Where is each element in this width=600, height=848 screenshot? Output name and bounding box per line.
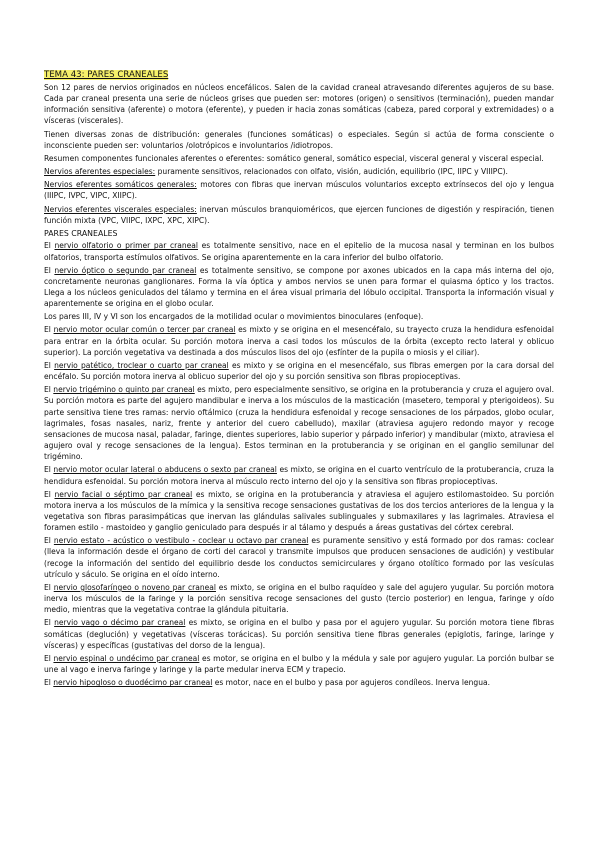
nerve-prefix: El [44,385,54,395]
definition-paragraph [44,204,554,226]
highlighted-title: TEMA 43: PARES CRANEALES [44,70,169,80]
nerve-paragraph [44,265,554,310]
nerve-text: es mixto, pero especialmente sensitivo, se origina en la protuberancia y cruza el agujero oval. Su porción motora es parte del agujero mandibular e inerva a los músculos de la masticación (masetero, temporal y pterigoideos). Su parte sensitiva tiene tres ramas: nervio oftálmico (cruza la hendidura esfenoidal y recoge sensaciones de los párpados, globo ocular, lagrimales, fosas nasales, nariz, frente y anterior del cuero cabelludo), maxilar (atraviesa agujero redondo mayor y recoge sensaciones de mucosa nasal, paladar, faringe, dientes superiores, labio superior y párpado inferior) y mandibular (mixto, atraviesa el agujero oval y recoge sensaciones de la lengua). Estos terminan en la protuberancia y se originan en el ganglio semilunar del trigémino. [44,385,555,462]
nerve-prefix: El [44,241,55,251]
nerve-term: nervio estato - acústico o vestibulo - coclear u octavo par craneal [53,536,309,546]
nerve-prefix: El [44,582,54,592]
nerve-term: nervio trigémino o quinto par craneal [53,385,195,395]
nerve-term: nervio motor ocular lateral o abducens o sexto par craneal [53,465,277,475]
section-subtitle: PARES CRANEALES [44,228,118,238]
nerve-paragraph [44,240,554,262]
nerve-paragraph [44,360,554,382]
nerve-paragraph [44,464,554,486]
nerve-paragraph [44,311,554,322]
nerve-term: nervio vago o décimo par craneal [54,618,186,628]
nerve-paragraph [44,324,554,357]
nerve-prefix: El [44,265,55,275]
intro-paragraph: Tienen diversas zonas de distribución: generales (funciones somáticas) o especiales. Según si actúa de forma consciente o inconsciente pueden ser: voluntarios /olotrópicos e involuntarios /idiotropos. [44,129,554,150]
nerve-prefix: El [44,653,54,663]
nerve-text: es mixto, se origina en la protuberancia y atraviesa el agujero estilomastoideo. Su porción motora inerva a los músculos de la mímica y la sensitiva recoge sensaciones gustativas de los dos tercios anteriores de la lengua y la vegetativa son fibras parasimpáticas que inervan las glándulas salivales sublinguales y submaxilares y las lagrimales. Atraviesa el foramen estilo - mastoideo y ganglio geniculado para después ir al tálamo y después a áreas gustativas del córtex cerebral. [44,489,554,533]
nerve-term: nervio olfatorio o primer par craneal [54,241,199,251]
nerve-text: es mixto, se origina en el bulbo raquídeo y sale del agujero yugular. Su porción motora inerva los músculos de la faringe y la porción sensitiva recoge sensaciones del gusto (tercio posterior) en lengua, faringe y oído medio, mientras que la vegetativa contrae la glándula pituitaria. [44,582,554,615]
nerve-term: nervio facial o séptimo par craneal [54,489,193,499]
definition-term: Nervios aferentes especiales: [44,167,156,177]
nerve-term: nervio óptico o segundo par craneal [54,265,197,275]
nerve-paragraph [44,489,554,534]
definition-text: inervan músculos branquioméricos, que ejercen funciones de digestión y respiración, tienen función mixta (VPC, VIIPC, IXPC, XPC, XIPC). [44,204,554,225]
nerve-term: nervio espinal o undécimo par craneal [53,653,200,663]
definition-term: Nervios eferentes viscerales especiales: [44,204,197,214]
definition-paragraph [44,179,554,201]
nerve-paragraph [44,653,554,675]
definition-text: motores con fibras que inervan músculos voluntarios excepto extrínsecos del ojo y lengua (IIIPC, IVPC, VIPC, XIIPC). [44,180,555,201]
nerve-text: es mixto y se origina en el mesencéfalo, su trayecto cruza la hendidura esfenoidal para entrar en la órbita ocular. Su porción motora inerva a casi todos los músculos de la órbita (excepto recto lateral y oblicuo superior). La porción vegetativa va destinada a dos músculos lisos del ojo (esfínter de la pupila o miosis y el ciliar). [44,325,554,357]
nerve-term: nervio hipogloso o duodécimo par craneal [53,678,213,688]
nerve-prefix: El [44,360,55,370]
nerve-text: es totalmente sensitivo, nace en el epitelio de la mucosa nasal y terminan en los bulbos olfatorios, transporta estímulos olfativos. Se origina aparentemente en la cara inferior del bulbo olfatorio. [44,241,555,262]
nerve-prefix: El [44,536,54,546]
nerve-paragraph [44,582,554,615]
nerve-text: es motor, nace en el bulbo y pasa por agujeros condíleos. Inerva lengua. [212,678,491,688]
nerve-paragraph [44,384,554,462]
nerve-text: Los pares III, IV y VI son los encargados de la motilidad ocular o movimientos binoculares (enfoque). [44,312,424,322]
nerve-text: es mixto, se origina en el bulbo y pasa por el agujero yugular. Su porción motora tiene fibras somáticas (deglución) y vegetativas (vísceras torácicas). Su porción sensitiva tiene fibras generales (epiglotis, faringe, laringe y vísceras) y específicas (gustativas del dorso de la lengua). [44,618,555,650]
nerve-term: nervio patético, troclear o cuarto par craneal [54,360,229,370]
nerve-paragraph [44,535,554,580]
document-title [44,70,554,81]
definition-term: Nervios eferentes somáticos generales: [44,180,197,190]
nerve-prefix: El [44,489,55,499]
intro-paragraph: Resumen componentes funcionales aferentes o eferentes: somático general, somático especial, visceral general y visceral especial. [44,153,544,163]
nerve-term: nervio motor ocular común o tercer par craneal [53,325,236,335]
nerve-paragraph [44,617,554,650]
intro-paragraph: Son 12 pares de nervios originados en núcleos encefálicos. Salen de la cavidad craneal atravesando diferentes agujeros de su base. Cada par craneal presenta una serie de núcleos grises que pueden ser: motores (origen) o sensitivos (terminación), pueden mandar información sensitiva (aferente) o motora (eferente), y pueden ir hacia zonas somáticas (cabeza, pared corporal y extremidades) o a vísceras (viscerales). [44,83,554,126]
nerve-text: es motor, se origina en el bulbo y la médula y sale por agujero yugular. La porción bulbar se une al vago e inerva faringe y laringe y la parte medular inerva ECM y trapecio. [44,653,555,674]
definition-text: puramente sensitivos, relacionados con olfato, visión, audición, equilibrio (IPC, IIPC y VIIIPC). [155,167,508,177]
definition-paragraph [44,166,554,177]
nerve-text: es puramente sensitivo y está formado por dos ramas: coclear (lleva la información desde el órgano de corti del caracol y transmite impulsos que producen sensaciones de audición) y vestibular (recoge la información del sentido del equilibrio desde los conductos semicirculares y órgano otolítico formado por las vesículas utrículo y sáculo. Se origina en el oído interno. [44,536,555,579]
nerve-prefix: El [44,678,54,688]
nerve-text: es mixto y se origina en el mesencéfalo, sus fibras emergen por la cara dorsal del encéfalo. Su porción motora inerva al oblicuo superior del ojo y su porción sensitiva son fibras propioceptivas. [44,360,555,382]
nerve-term: nervio glosofaríngeo o noveno par craneal [53,582,216,592]
nerve-prefix: El [44,325,54,335]
nerve-text: es mixto, se origina en el cuarto ventrículo de la protuberancia, cruza la hendidura esfenoidal. Su porción motora inerva al músculo recto interno del ojo y la sensitiva son fibras propioceptivas. [44,465,554,486]
nerve-text: es totalmente sensitivo, se compone por axones ubicados en la capa más interna del ojo, concretamente neuronas ganglionares. Forma la vía óptica y ambos nervios se unen para formar el quiasma óptico y los tractos. Llega a los núcleos geniculados del tálamo y termina en el área visual primaria del lóbulo occipital. Transporta la información visual y aparentemente se origina en el globo ocular. [44,265,554,309]
nerve-prefix: El [44,465,54,475]
nerve-prefix: El [44,618,55,628]
nerve-paragraph [44,677,554,688]
